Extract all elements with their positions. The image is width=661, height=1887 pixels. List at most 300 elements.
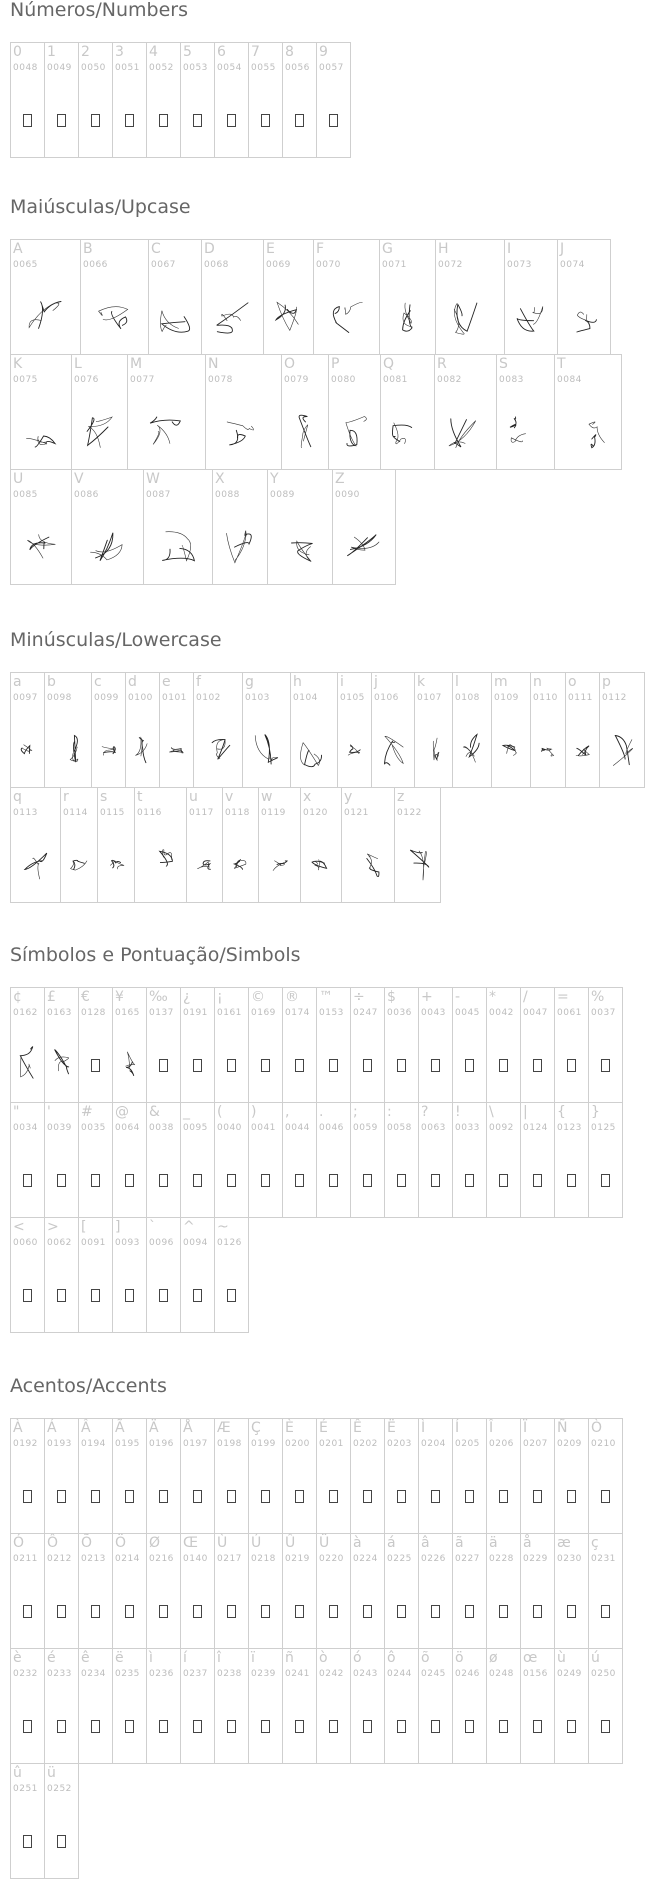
glyph-code-label: 0071 [382,260,407,270]
missing-glyph-icon [453,1147,486,1213]
glyph-code-label: 0245 [421,1669,446,1679]
missing-glyph-box [23,1605,32,1618]
missing-glyph-box [193,1490,202,1503]
missing-glyph-box [159,1289,168,1302]
glyph-cell [520,1648,555,1764]
missing-glyph-icon [79,1463,112,1529]
glyph-code-label: 0038 [149,1123,174,1133]
glyph-cell [10,1418,45,1534]
glyph-char-label: @ [115,1104,129,1120]
glyph-char-label: û [13,1765,22,1781]
glyph-code-label: 0212 [47,1554,72,1564]
glyph-cell [418,1533,453,1649]
missing-glyph-icon [113,87,146,153]
glyph-cell [486,1418,521,1534]
glyph-cell [248,987,283,1103]
glyph-cell [60,787,98,903]
script-glyph-icon [11,514,71,580]
missing-glyph-icon [385,1693,418,1759]
glyph-char-label: c [94,674,102,690]
glyph-char-label: z [397,789,405,805]
missing-glyph-box [329,1490,338,1503]
glyph-char-label: h [293,674,302,690]
glyph-cell [452,672,492,788]
missing-glyph-icon [11,1693,44,1759]
glyph-code-label: 0214 [115,1554,140,1564]
script-glyph-drawing [322,297,372,337]
glyph-code-label: 0201 [319,1439,344,1449]
glyph-code-label: 0198 [217,1439,242,1449]
glyph-cell [146,1648,181,1764]
glyph-stroke [454,304,464,334]
glyph-cell [91,672,126,788]
glyph-code-label: 0088 [215,490,240,500]
glyph-char-label: s [100,789,108,805]
glyph-cell [384,1533,419,1649]
glyph-stroke [26,436,46,444]
missing-glyph-box [23,1289,32,1302]
glyph-stroke [394,423,406,444]
glyph-code-label: 0230 [557,1554,582,1564]
missing-glyph-box [567,1174,576,1187]
glyph-cell [452,1102,487,1218]
missing-glyph-box [499,1605,508,1618]
script-glyph-drawing [51,730,85,770]
glyph-cell [486,1533,521,1649]
script-glyph-icon [72,514,143,580]
missing-glyph-icon [113,1147,146,1213]
glyph-code-label: 0072 [438,260,463,270]
glyph-cell [316,1648,351,1764]
glyph-code-label: 0064 [115,1123,140,1133]
missing-glyph-box [125,1720,134,1733]
section-symbols [10,945,661,1332]
missing-glyph-icon [555,1463,588,1529]
glyph-stroke [299,415,311,447]
glyph-cell [394,787,441,903]
glyph-code-label: 0235 [115,1669,140,1679]
glyph-code-label: 0091 [81,1238,106,1248]
missing-glyph-box [159,1174,168,1187]
missing-glyph-icon [351,1578,384,1644]
script-glyph-drawing [51,1045,72,1085]
glyph-code-label: 0102 [196,693,221,703]
script-glyph-icon [11,1032,44,1098]
missing-glyph-box [499,1720,508,1733]
glyph-char-label: í [183,1650,187,1666]
glyph-cell [282,1648,317,1764]
glyph-cell [146,987,181,1103]
glyph-code-label: 0074 [560,260,585,270]
missing-glyph-icon [589,1147,622,1213]
glyph-char-label: 4 [149,44,158,60]
glyph-cell [134,787,187,903]
glyph-code-label: 0085 [13,490,38,500]
missing-glyph-icon [419,1147,452,1213]
missing-glyph-icon [317,1147,350,1213]
glyph-code-label: 0048 [13,63,38,73]
glyph-char-label: Ô [47,1535,59,1551]
missing-glyph-icon [11,1147,44,1213]
script-glyph-icon [435,399,496,465]
glyph-char-label: é [47,1650,56,1666]
missing-glyph-box [57,1490,66,1503]
glyph-stroke [292,543,313,562]
glyph-stroke [403,305,412,331]
glyph-stroke [87,418,108,446]
glyph-code-label: 0053 [183,63,208,73]
missing-glyph-box [57,1835,66,1848]
glyph-stroke [392,425,411,442]
glyph-cell [486,1102,521,1218]
glyph-cell [316,42,351,158]
glyph-code-label: 0128 [81,1008,106,1018]
glyph-code-label: 0040 [217,1123,242,1133]
glyph-cell [44,1217,79,1333]
missing-glyph-icon [555,1147,588,1213]
glyph-code-label: 0229 [523,1554,548,1564]
script-glyph-drawing [219,412,269,452]
glyph-char-label: q [13,789,22,805]
glyph-code-label: 0051 [115,63,140,73]
script-glyph-drawing [78,412,121,452]
glyph-cell [112,1418,147,1534]
missing-glyph-box [261,1490,270,1503]
glyph-char-label: N [208,356,219,372]
glyph-cell [78,42,113,158]
glyph-code-label: 0070 [316,260,341,270]
glyph-code-label: 0081 [383,375,408,385]
missing-glyph-icon [215,87,248,153]
section-title: Maiúsculas/Upcase [10,196,191,218]
glyph-code-label: 0111 [568,693,593,703]
glyph-char-label: w [261,789,273,805]
missing-glyph-icon [453,1693,486,1759]
missing-glyph-box [193,1059,202,1072]
missing-glyph-box [159,1059,168,1072]
missing-glyph-box [397,1174,406,1187]
glyph-char-label: _ [183,1104,190,1120]
glyph-code-label: 0119 [261,808,286,818]
missing-glyph-box [23,1174,32,1187]
missing-glyph-box [567,1720,576,1733]
glyph-char-label: Ø [149,1535,161,1551]
missing-glyph-box [227,1059,236,1072]
glyph-char-label: F [316,241,325,257]
glyph-char-label: Ï [523,1420,528,1436]
missing-glyph-icon [147,1578,180,1644]
glyph-char-label: ä [489,1535,498,1551]
section-title: Acentos/Accents [10,1375,167,1397]
glyph-code-label: 0105 [340,693,365,703]
script-glyph-drawing [344,743,365,757]
glyph-cell [520,1533,555,1649]
script-glyph-icon [436,284,504,350]
glyph-char-label: D [204,241,215,257]
glyph-code-label: 0045 [455,1008,480,1018]
glyph-char-label: À [13,1420,23,1436]
glyph-cell [341,787,395,903]
missing-glyph-box [227,1605,236,1618]
glyph-cell [452,1648,487,1764]
glyph-stroke [511,434,526,443]
glyph-cell [282,42,317,158]
glyph-cell [180,1533,215,1649]
missing-glyph-box [431,1720,440,1733]
glyph-row [10,1763,661,1878]
glyph-cell [418,1418,453,1534]
glyph-code-label: 0069 [266,260,291,270]
glyph-char-label: y [344,789,353,805]
glyph-char-label: ù [557,1650,566,1666]
glyph-char-label: Œ [183,1535,198,1551]
glyph-char-label: ê [81,1650,90,1666]
missing-glyph-icon [45,87,78,153]
glyph-cell [143,469,213,585]
glyph-code-label: 0247 [353,1008,378,1018]
missing-glyph-icon [113,1262,146,1328]
glyph-char-label: o [568,674,577,690]
glyph-stroke [367,859,379,877]
missing-glyph-icon [113,1578,146,1644]
glyph-char-label: f [196,674,201,690]
script-glyph-icon [342,832,394,898]
glyph-char-label: Ó [13,1535,25,1551]
glyph-code-label: 0123 [557,1123,582,1133]
glyph-cell [10,354,72,470]
glyph-stroke [73,860,84,869]
missing-glyph-box [261,1720,270,1733]
glyph-cell [146,1102,181,1218]
glyph-stroke [135,738,147,756]
glyph-stroke [348,746,359,755]
glyph-code-label: 0199 [251,1439,276,1449]
missing-glyph-icon [147,1147,180,1213]
script-glyph-icon [98,832,134,898]
script-glyph-drawing [564,297,604,337]
missing-glyph-icon [79,1262,112,1328]
glyph-char-label: S [499,356,508,372]
glyph-cell [267,469,333,585]
script-glyph-drawing [307,858,335,872]
script-glyph-drawing [498,743,524,757]
glyph-code-label: 0156 [523,1669,548,1679]
glyph-char-label: Å [183,1420,193,1436]
glyph-stroke [547,748,554,756]
script-glyph-drawing [193,858,216,872]
glyph-cell [554,987,589,1103]
glyph-char-label: a [13,674,22,690]
script-glyph-icon [81,284,148,350]
missing-glyph-box [567,1605,576,1618]
script-glyph-drawing [17,845,54,885]
glyph-code-label: 0086 [74,490,99,500]
glyph-char-label: ç [591,1535,599,1551]
script-glyph-icon [11,399,71,465]
glyph-char-label: v [225,789,234,805]
glyph-stroke [333,307,349,333]
glyph-stroke [300,743,319,766]
glyph-code-label: 0033 [455,1123,480,1133]
missing-glyph-box [23,1835,32,1848]
glyph-stroke [615,736,629,765]
missing-glyph-icon [215,1578,248,1644]
script-glyph-icon [202,284,263,350]
glyph-char-label: 6 [217,44,226,60]
script-glyph-icon [558,284,610,350]
missing-glyph-box [227,114,236,127]
missing-glyph-icon [419,1463,452,1529]
glyph-stroke [435,752,439,759]
glyph-code-label: 0104 [293,693,318,703]
glyph-code-label: 0243 [353,1669,378,1679]
glyph-char-label: ` [149,1219,156,1235]
glyph-code-label: 0110 [533,693,558,703]
glyph-code-label: 0052 [149,63,174,73]
glyph-code-label: 0097 [13,693,38,703]
missing-glyph-icon [351,1147,384,1213]
glyph-char-label: + [421,989,433,1005]
glyph-char-label: d [128,674,137,690]
glyph-stroke [346,417,367,447]
glyph-char-label: K [13,356,23,372]
missing-glyph-icon [283,1032,316,1098]
glyph-char-label: C [151,241,161,257]
script-glyph-icon [135,832,186,898]
script-glyph-drawing [387,412,428,452]
missing-glyph-box [295,1720,304,1733]
script-glyph-drawing [265,858,294,872]
glyph-char-label: õ [421,1650,430,1666]
missing-glyph-icon [487,1032,520,1098]
script-glyph-icon [329,399,380,465]
glyph-char-label: È [285,1420,294,1436]
script-glyph-icon [11,284,80,350]
glyph-cell [300,787,342,903]
missing-glyph-box [91,1059,100,1072]
missing-glyph-box [125,1490,134,1503]
glyph-char-label: Ü [319,1535,330,1551]
glyph-cell [44,42,79,158]
missing-glyph-icon [487,1578,520,1644]
glyph-code-label: 0084 [557,375,582,385]
glyph-cell [588,1533,623,1649]
script-glyph-icon [264,284,313,350]
glyph-code-label: 0044 [285,1123,310,1133]
glyph-cell [554,1648,589,1764]
glyph-code-label: 0095 [183,1123,208,1133]
glyph-char-label: u [189,789,198,805]
glyph-char-label: n [533,674,542,690]
glyph-code-label: 0200 [285,1439,310,1449]
script-glyph-drawing [537,743,559,757]
script-glyph-icon [45,1032,78,1098]
glyph-cell [565,672,600,788]
script-glyph-icon [372,717,414,783]
glyph-code-label: 0244 [387,1669,412,1679]
glyph-char-label: Õ [81,1535,93,1551]
glyph-row [10,1418,661,1533]
glyph-char-label: á [387,1535,396,1551]
glyph-code-label: 0250 [591,1669,616,1679]
missing-glyph-icon [521,1578,554,1644]
script-glyph-drawing [200,730,236,770]
glyph-code-label: 0116 [137,808,162,818]
glyph-code-label: 0246 [455,1669,480,1679]
missing-glyph-box [91,1720,100,1733]
glyph-stroke [410,850,429,867]
missing-glyph-icon [589,1032,622,1098]
missing-glyph-box [23,114,32,127]
glyph-code-label: 0058 [387,1123,412,1133]
glyph-code-label: 0078 [208,375,233,385]
glyph-code-label: 0080 [331,375,356,385]
glyph-cell [10,1102,45,1218]
glyph-char-label: © [251,989,265,1005]
missing-glyph-icon [521,1463,554,1529]
script-glyph-icon [497,399,554,465]
glyph-cell [557,239,611,355]
missing-glyph-icon [45,1262,78,1328]
glyph-char-label: * [489,989,496,1005]
glyph-char-label: ® [285,989,299,1005]
missing-glyph-icon [249,1463,282,1529]
missing-glyph-box [363,1490,372,1503]
glyph-cell [112,987,147,1103]
missing-glyph-icon [317,87,350,153]
glyph-cell [350,1418,385,1534]
glyph-code-label: 0124 [523,1123,548,1133]
script-glyph-icon [268,514,332,580]
glyph-row [10,1217,661,1332]
glyph-cell [588,1648,623,1764]
glyph-char-label: 1 [47,44,56,60]
missing-glyph-icon [249,1693,282,1759]
glyph-code-label: 0049 [47,63,72,73]
script-glyph-icon [338,717,371,783]
glyph-cell [212,469,268,585]
glyph-code-label: 0121 [344,808,369,818]
glyph-char-label: ã [455,1535,464,1551]
missing-glyph-box [465,1490,474,1503]
glyph-code-label: 0103 [245,693,270,703]
glyph-cell [554,1418,589,1534]
glyph-cell [281,354,329,470]
glyph-char-label: L [74,356,82,372]
missing-glyph-icon [215,1032,248,1098]
glyph-char-label: g [245,674,254,690]
glyph-code-label: 0249 [557,1669,582,1679]
glyph-char-label: B [83,241,93,257]
glyph-cell [180,1102,215,1218]
glyph-cell [337,672,372,788]
glyph-grid [10,239,661,584]
script-glyph-drawing [441,412,490,452]
glyph-char-label: ñ [285,1650,294,1666]
glyph-char-label: | [523,1104,528,1120]
script-glyph-drawing [270,297,307,337]
script-glyph-icon [555,399,621,465]
missing-glyph-box [193,1720,202,1733]
missing-glyph-box [295,1059,304,1072]
glyph-char-label: k [417,674,426,690]
glyph-cell [127,354,206,470]
script-glyph-drawing [153,527,203,567]
glyph-char-label: ¥ [115,989,124,1005]
glyph-cell [71,354,128,470]
glyph-grid [10,987,661,1332]
missing-glyph-icon [181,1147,214,1213]
